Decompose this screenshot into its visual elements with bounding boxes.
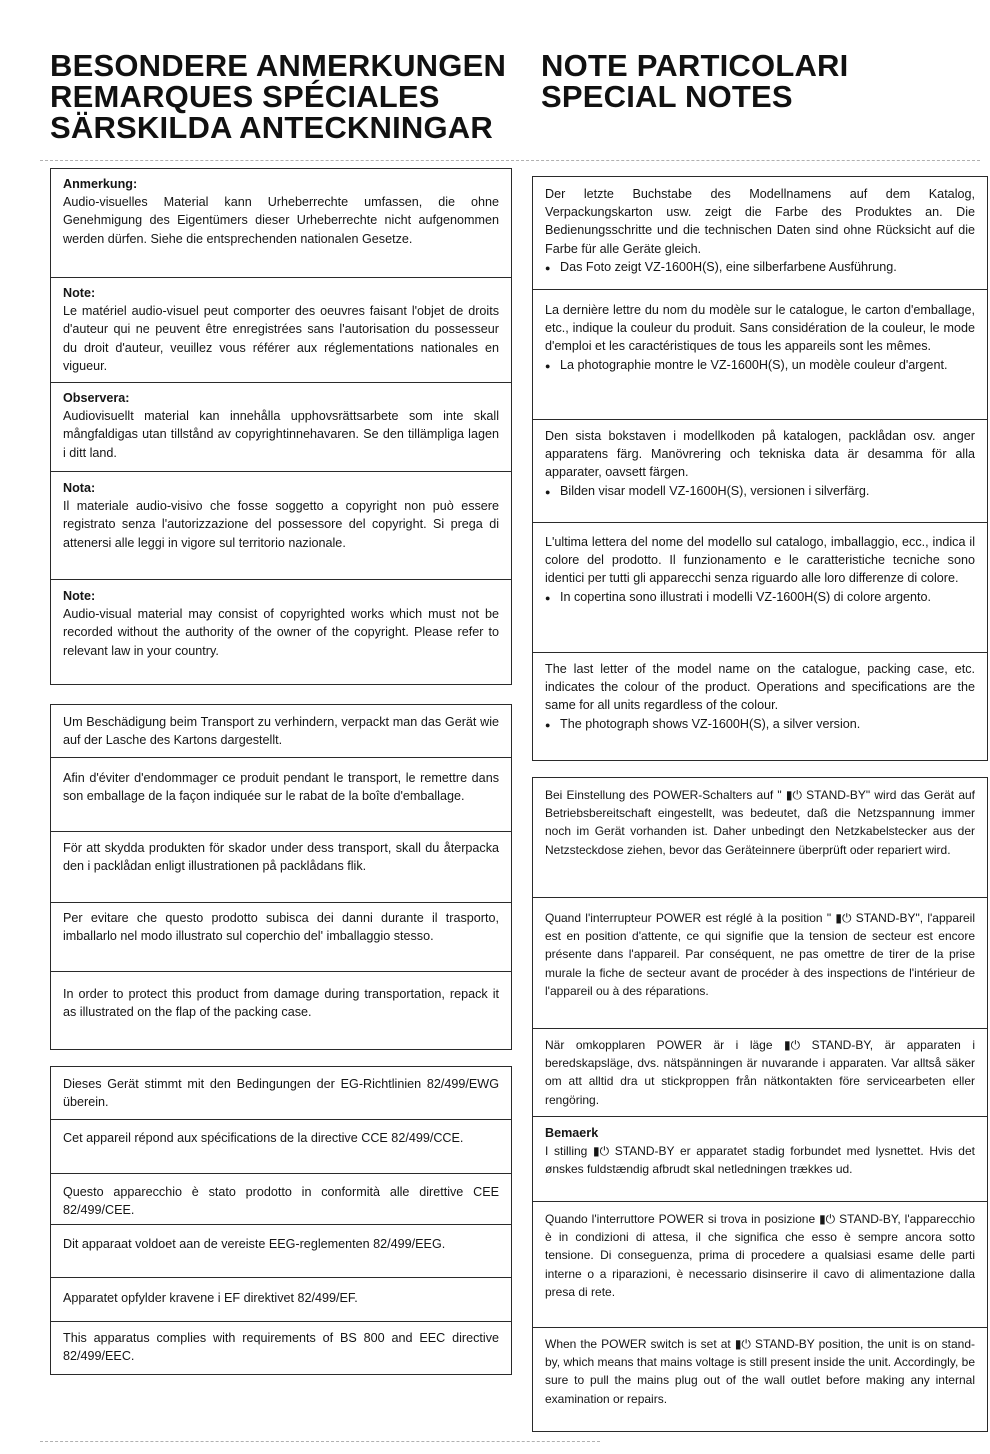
power-note-sv: När omkopplaren POWER är i läge ▮⏻ STAND-BY, är apparaten i beredskapsläge, dvs. nätspänningen är nuvarande i apparaten. Var alltså säker om att alltid dra ut stickproppen från nätkontakten före servicearbeten eller rengöring. xyxy=(545,1038,975,1107)
title-french: REMARQUES SPÉCIALES xyxy=(50,79,440,114)
directive-note-da: Apparatet opfylder kravene i EF direktivet 82/499/EF. xyxy=(63,1291,358,1305)
transport-note-de: Um Beschädigung beim Transport zu verhindern, verpackt man das Gerät wie auf der Lasche des Kartons dargestellt. xyxy=(63,715,499,748)
title-english: SPECIAL NOTES xyxy=(541,79,793,114)
power-note-it: Quando l'interruttore POWER si trova in posizione ▮⏻ STAND-BY, l'apparecchio è in condizioni di attesa, il che significa che esso è sempre ancora sotto tensione. Di conseguenza, prima di procedere a qualsiasi esame delle parti interne o a riparazioni, è necessario disinserire il cavo di alimentazione dalla presa di rete. xyxy=(545,1212,975,1299)
directive-note-it: Questo apparecchio è stato prodotto in conformità alle direttive CEE 82/499/CEE. xyxy=(63,1185,499,1218)
power-notes-box xyxy=(532,777,988,1432)
page-title-right xyxy=(541,50,848,112)
power-note-fr: Quand l'interrupteur POWER est réglé à la position " ▮⏻ STAND-BY", l'appareil est en position d'attente, ce qui signifie que la tension de secteur est encore présente dans l'appareil. Par conséquent, ne pas omettre de tirer de la prise murale la fiche de secteur avant de procéder à des inspections de l'intérieur de l'appareil ou à des réparations. xyxy=(545,911,975,998)
copyright-note-it: Nota: Il materiale audio-visivo che fosse soggetto a copyright non può essere registrato senza l'autorizzazione del possessore del copyright. Si prega di attenersi alle leggi in vigore sul territorio nazionale. xyxy=(63,481,499,550)
power-note-de: Bei Einstellung des POWER-Schalters auf " ▮⏻ STAND-BY" wird das Gerät auf Betriebsbereitschaft eingestellt, was bedeutet, daß die Netzspannung immer noch im Gerät vorhanden ist. Daher unbedingt den Netzkabelstecker aus der Netzsteckdose ziehen, bevor das Geräteinnere überprüft oder repariert wird. xyxy=(545,788,975,857)
copyright-note-sv: Observera: Audiovisuellt material kan innehålla upphovsrättsarbete som inte skall mångfaldigas utan tillstånd av copyrightinnehavaren. Se den tillämpliga lagen i ditt land. xyxy=(63,391,499,460)
transport-note-sv: För att skydda produkten för skador under dess transport, skall du återpacka den i packlådan enligt illustrationen på packlådans flik. xyxy=(63,841,499,874)
directive-note-de: Dieses Gerät stimmt mit den Bedingungen der EG-Richtlinien 82/499/EWG überein. xyxy=(63,1077,499,1110)
copyright-note-en: Note: Audio-visual material may consist of copyrighted works which must not be recorded without the authority of the owner of the copyright. Please refer to relevant law in your country. xyxy=(63,589,499,658)
transport-note-en: In order to protect this product from damage during transportation, repack it as illustrated on the flap of the packing case. xyxy=(63,987,499,1020)
model-notes-box xyxy=(532,176,988,761)
copyright-notes-box xyxy=(50,168,512,685)
directive-note-nl: Dit apparaat voldoet aan de vereiste EEG-reglementen 82/499/EEG. xyxy=(63,1237,446,1251)
scan-line xyxy=(40,160,980,161)
model-note-en: The last letter of the model name on the catalogue, packing case, etc. indicates the colour of the product. Operations and specifications are the same for all units regardless of the colour. ● The photograph shows VZ-1600H(S), a silver version. xyxy=(533,660,987,734)
model-note-de: Der letzte Buchstabe des Modellnamens auf dem Katalog, Verpackungskarton usw. zeigt die Farbe des Produktes an. Die Bedienungsschritte und die technischen Daten sind ohne Rücksicht auf die Farbe für alle Geräte gleich. ● Das Foto zeigt VZ-1600H(S), eine silberfarbene Ausführung. xyxy=(533,185,987,277)
copyright-note-de: Anmerkung: Audio-visuelles Material kann Urheberrechte umfassen, die ohne Genehmigung des Eigentümers dieser Urheberrechte nicht aufgenommen werden dürfen. Siehe die entsprechenden nationalen Gesetze. xyxy=(63,177,499,246)
transport-note-fr: Afin d'éviter d'endommager ce produit pendant le transport, le remettre dans son emballage de la façon indiquée sur le rabat de la boîte d'emballage. xyxy=(63,771,499,804)
power-note-en: When the POWER switch is set at ▮⏻ STAND-BY position, the unit is on stand-by, which means that mains voltage is still present inside the unit. Accordingly, be sure to pull the mains plug out of the wall outlet before making any internal examination or repairs. xyxy=(545,1337,975,1406)
directive-note-fr: Cet appareil répond aux spécifications de la directive CCE 82/499/CCE. xyxy=(63,1131,464,1145)
directive-note-en: This apparatus complies with requirements of BS 800 and EEC directive 82/499/EEC. xyxy=(63,1331,499,1364)
scan-line xyxy=(40,1441,600,1442)
transport-note-it: Per evitare che questo prodotto subisca dei danni durante il trasporto, imballarlo nel modo illustrato sul coperchio del' imballaggio stesso. xyxy=(63,911,499,944)
directive-notes-box xyxy=(50,1066,512,1375)
model-note-it: L'ultima lettera del nome del modello sul catalogo, imballaggio, ecc., indica il colore del prodotto. Il funzionamento e le caratteristiche tecniche sono identici per tutti gli apparecchi senza riguardo alle loro differenze di colore. ● In copertina sono illustrati i modelli VZ-1600H(S) di colore argento. xyxy=(533,533,987,607)
copyright-note-fr: Note: Le matériel audio-visuel peut comporter des oeuvres faisant l'objet de droits d'auteur qui ne peuvent être enregistrées sans l'autorisation du possesseur du droit d'auteur, veuillez vous référer aux réglementations nationales en vigueur. xyxy=(63,286,499,373)
power-note-da: Bemaerk I stilling ▮⏻ STAND-BY er apparatet stadig forbundet med lysnettet. Hvis det ønskes fuldstændig afbrudt skal netledningen trækkes ud. xyxy=(545,1126,975,1177)
title-swedish: SÄRSKILDA ANTECKNINGAR xyxy=(50,110,493,145)
title-german: BESONDERE ANMERKUNGEN xyxy=(50,48,507,83)
model-note-sv: Den sista bokstaven i modellkoden på katalogen, packlådan osv. anger apparatens färg. Manövrering och tekniska data är desamma för alla apparater, oavsett färgen. ● Bilden visar modell VZ-1600H(S), versionen i silverfärg. xyxy=(533,427,987,501)
title-italian: NOTE PARTICOLARI xyxy=(541,48,849,83)
transport-notes-box xyxy=(50,704,512,1050)
page-title-left xyxy=(50,50,506,143)
model-note-fr: La dernière lettre du nom du modèle sur le catalogue, le carton d'emballage, etc., indique la couleur du produit. Sans considération de la couleur, le mode d'emploi et les caractéristiques de tous les appareils sont les mêmes. ● La photographie montre le VZ-1600H(S), un modèle couleur d'argent. xyxy=(533,301,987,375)
